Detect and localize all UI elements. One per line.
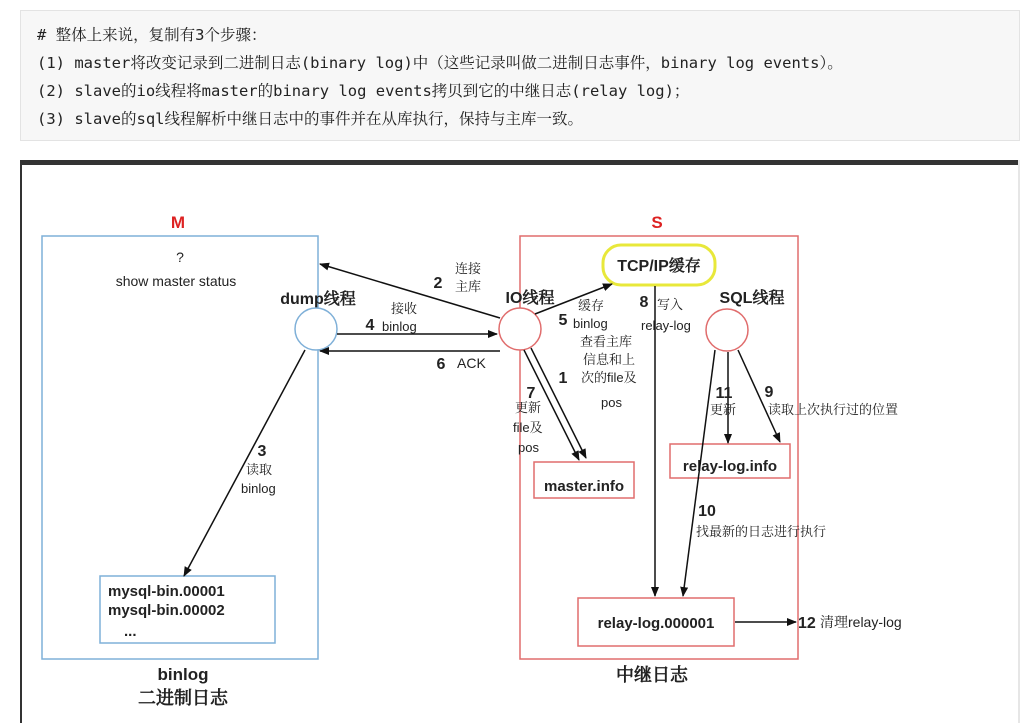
step-3-text-2: binlog	[241, 481, 276, 496]
arrow-read-relay-info	[738, 350, 780, 442]
step-1-text-4: pos	[601, 395, 622, 410]
tcp-cache-label: TCP/IP缓存	[617, 258, 701, 275]
step-2-text-1: 连接	[455, 261, 482, 276]
step-5-text-1: 缓存	[578, 298, 605, 313]
step-9-text: 读取上次执行过的位置	[768, 402, 899, 417]
step-1-text-2: 信息和上	[583, 352, 636, 367]
binlog-file-1: mysql-bin.00001	[108, 583, 225, 600]
sql-thread-label: SQL线程	[719, 290, 785, 307]
step-4-num: 4	[365, 317, 375, 334]
step-7-text-2: file及	[513, 420, 543, 435]
step-12-num: 12	[798, 615, 816, 632]
step-8-num: 8	[639, 294, 649, 311]
sql-thread-node	[706, 309, 748, 351]
step-5-text-2: binlog	[573, 316, 608, 331]
binlog-file-more: ...	[124, 623, 137, 640]
step-1-text-3: 次的file及	[581, 370, 637, 385]
question-mark: ?	[176, 249, 184, 265]
step-1-num: 1	[558, 370, 568, 387]
io-thread-node	[499, 308, 541, 350]
step-10-text: 找最新的日志进行执行	[696, 524, 827, 539]
code-line-2: (1) master将改变记录到二进制日志(binary log)中（这些记录叫做二进制日志事件，binary log events）。	[37, 54, 843, 72]
relay-cn-label: 中继日志	[616, 665, 688, 685]
step-4-text-2: binlog	[382, 319, 417, 334]
binlog-label: binlog	[157, 665, 209, 684]
step-7-text-1: 更新	[515, 400, 542, 415]
step-11-num: 11	[715, 385, 733, 402]
dump-thread-node	[295, 308, 337, 350]
step-1-text-1: 查看主库	[580, 334, 633, 349]
step-7-num: 7	[526, 385, 536, 402]
step-11-text: 更新	[710, 402, 737, 417]
code-line-4: (3) slave的sql线程解析中继日志中的事件并在从库执行，保持与主库一致。	[37, 110, 583, 128]
step-2-text-2: 主库	[455, 279, 482, 294]
step-7-text-3: pos	[518, 440, 539, 455]
show-master-status: show master status	[115, 273, 237, 289]
code-line-1: # 整体上来说，复制有3个步骤：	[37, 26, 267, 44]
relay-log-info-label: relay-log.info	[682, 458, 778, 475]
step-4-text-1: 接收	[391, 301, 418, 316]
step-3-num: 3	[257, 443, 267, 460]
relay-log-file-label: relay-log.000001	[597, 615, 715, 632]
master-label: M	[170, 213, 186, 232]
step-10-num: 10	[698, 503, 716, 520]
step-8-text-1: 写入	[657, 297, 684, 312]
step-6-num: 6	[436, 356, 446, 373]
step-12-text: 清理relay-log	[820, 614, 902, 630]
step-3-text-1: 读取	[246, 462, 273, 477]
step-8-text-2: relay-log	[641, 318, 691, 333]
step-6-text: ACK	[457, 355, 486, 371]
code-line-3: (2) slave的io线程将master的binary log events拷贝到它的中继日志(relay log)；	[37, 82, 690, 100]
dump-thread-label: dump线程	[280, 291, 356, 308]
master-info-label: master.info	[543, 478, 625, 495]
step-5-num: 5	[558, 312, 568, 329]
binlog-file-2: mysql-bin.00002	[108, 602, 225, 619]
io-thread-label: IO线程	[505, 290, 555, 307]
step-2-num: 2	[433, 275, 443, 292]
step-9-num: 9	[764, 384, 774, 401]
arrow-read-binlog	[184, 350, 305, 576]
slave-label: S	[651, 213, 663, 232]
binlog-cn-label: 二进制日志	[138, 688, 228, 708]
